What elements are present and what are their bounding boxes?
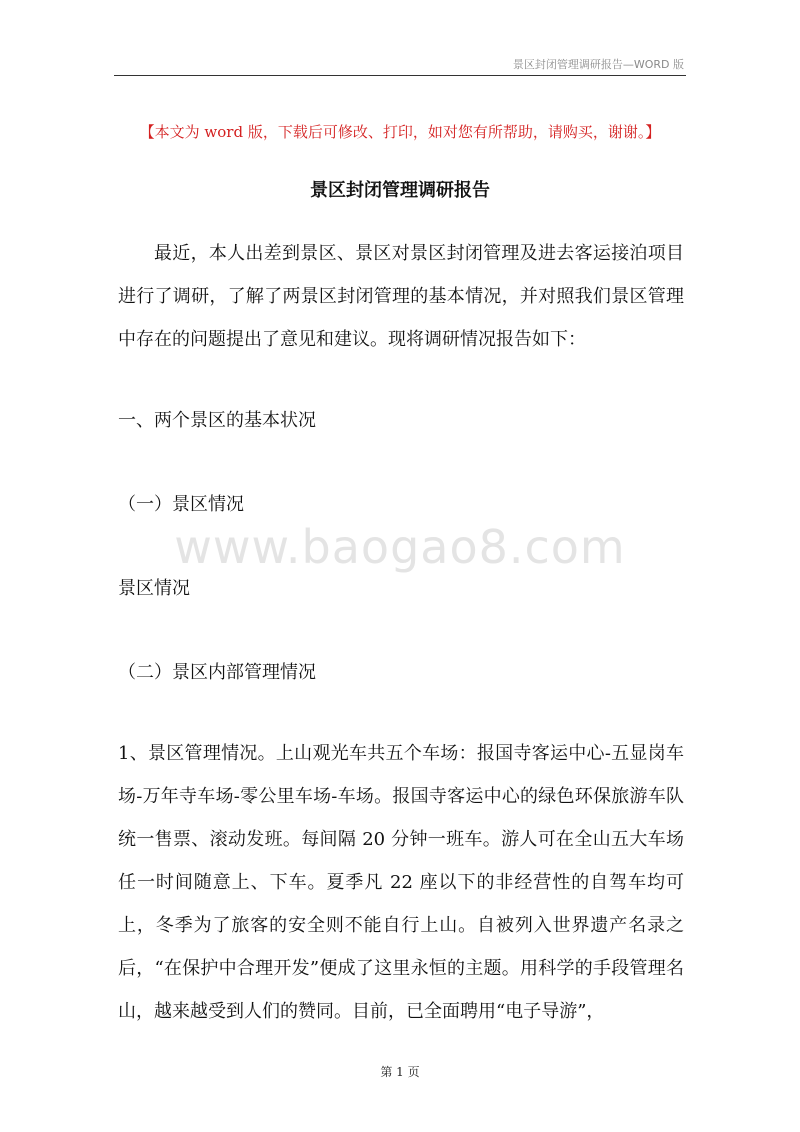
- intro-paragraph: 最近，本人出差到景区、景区对景区封闭管理及进去客运接泊项目进行了调研，了解了两景区封闭管理的基本情况，并对照我们景区管理中存在的问题提出了意见和建议。现将调研情况报告如下：: [118, 243, 684, 350]
- header-divider: [114, 75, 686, 76]
- subsection-1-text: 景区情况: [118, 578, 190, 599]
- subsection-heading-2: （二）景区内部管理情况: [118, 662, 316, 683]
- subsection-heading-1: （一）景区情况: [118, 494, 244, 515]
- section-heading-1: 一、两个景区的基本状况: [118, 410, 316, 431]
- page-number: 第 1 页: [380, 1065, 420, 1079]
- document-title: 景区封闭管理调研报告: [310, 180, 490, 201]
- purchase-notice: 【本文为 word 版，下载后可修改、打印，如对您有所帮助，请购买，谢谢。】: [139, 123, 661, 141]
- running-header: 景区封闭管理调研报告—WORD 版: [512, 58, 684, 71]
- body-paragraph-1: 1、景区管理情况。上山观光车共五个车场：报国寺客运中心-五显岗车场-万年寺车场-零公里车场-车场。报国寺客运中心的绿色环保旅游车队统一售票、滚动发班。每间隔 20 分钟一班车。游人可在全山五大车场任一时间随意上、下车。夏季凡 22 座以下的非经营性的自驾车均可上，冬季为了旅客的安全则不能自行上山。自被列入世界遗产名录之后，“在保护中合理开发”便成了这里永恒的主题。用科学的手段管理名山，越来越受到人们的赞同。目前，已全面聘用“电子导游”，: [118, 743, 684, 1022]
- site-watermark: www.baogao8.com: [174, 520, 626, 574]
